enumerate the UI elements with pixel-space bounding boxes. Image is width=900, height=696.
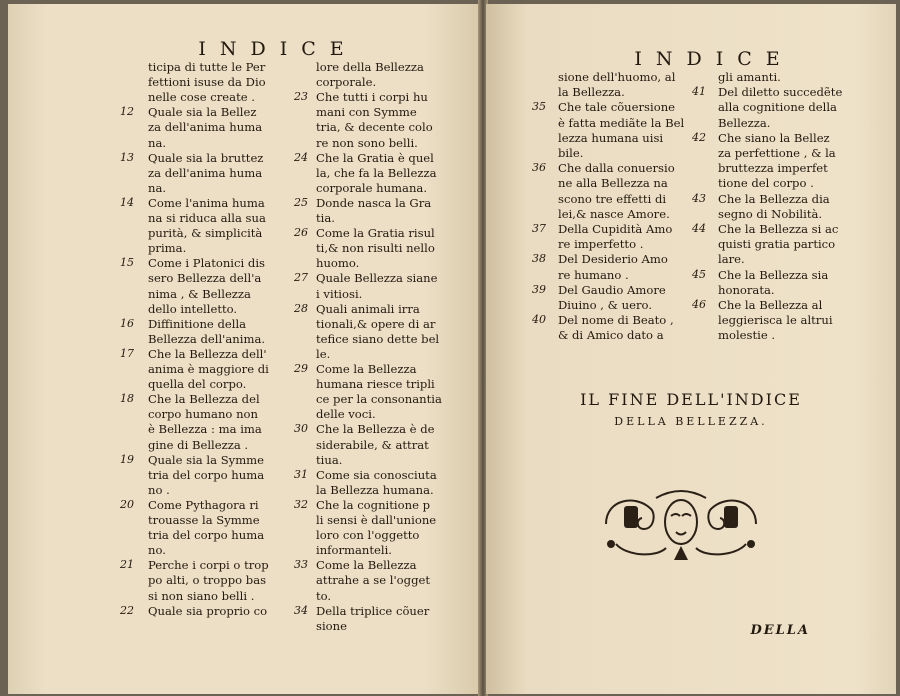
index-entry-line: alla cognitione della <box>718 100 837 115</box>
index-entry-line: siderabile, & attrat <box>316 437 429 452</box>
entry-number: 23 <box>294 90 308 104</box>
index-entry-line: Che la Bellezza si ac <box>718 222 839 236</box>
index-entry-line: po alti, o troppo bas <box>148 573 267 588</box>
index-entry-line: corporale. <box>316 75 377 90</box>
index-entry-line: Come la Gratia risul <box>316 226 435 241</box>
index-entry-line: re non sono belli. <box>316 135 418 150</box>
index-entry-line: Quale sia la Bellez <box>148 105 257 120</box>
index-entry-line: Che siano la Bellez <box>718 130 830 145</box>
index-entry-line: Come la Bellezza <box>316 362 417 376</box>
index-entry-line: Che la Gratia è quel <box>316 150 434 165</box>
index-entry-line: na. <box>148 180 167 195</box>
index-entry-line: za dell'anima huma <box>148 165 263 180</box>
floral-mask-ornament-icon <box>596 484 766 564</box>
index-entry-line: la, che fa la Bellezza <box>316 165 437 180</box>
entry-number: 28 <box>294 301 308 315</box>
entry-number: 39 <box>532 282 546 296</box>
index-entry-line: scono tre effetti di <box>558 191 667 206</box>
index-entry-line: li sensi è dall'unione <box>316 513 437 527</box>
index-entry-line: Del nome di Beato , <box>558 313 674 328</box>
index-entry-line: Che dalla conuersio <box>558 161 675 176</box>
entry-number: 36 <box>532 161 546 175</box>
index-entry-line: nelle cose create . <box>148 90 255 105</box>
index-entry-line: Del Gaudio Amore <box>558 282 666 297</box>
index-entry-line: Quale sia la Symme <box>148 452 265 467</box>
running-head-right: INDICE <box>634 48 794 70</box>
index-entry-line: corporale humana. <box>316 180 428 195</box>
index-entry-line: Che la cognitione p <box>316 497 431 512</box>
entry-number: 32 <box>294 497 308 511</box>
entry-number: 25 <box>294 195 308 209</box>
index-entry-line: lore della Bellezza <box>316 60 424 74</box>
entry-number: 19 <box>120 452 134 466</box>
index-entry-line: Bellezza dell'anima. <box>148 331 266 346</box>
entry-number: 17 <box>120 346 134 360</box>
index-entry-line: Donde nasca la Gra <box>316 195 432 210</box>
index-entry-line: bruttezza imperfet <box>718 161 828 176</box>
index-entry-line: humana riesce tripli <box>316 377 435 392</box>
index-entry-line: quisti gratia partico <box>718 237 836 252</box>
index-entry-line: Diuino , & uero. <box>558 298 653 312</box>
entry-number: 27 <box>294 271 308 285</box>
index-entry-line: za perfettione , & la <box>718 146 836 160</box>
index-entry-line: segno di Nobilità. <box>718 206 823 221</box>
index-entry-line: ticipa di tutte le Per <box>148 60 266 74</box>
index-entry-line: la Bellezza. <box>558 85 625 100</box>
entry-number: 24 <box>294 150 308 164</box>
index-entry-line: Quale Bellezza siane <box>316 271 438 286</box>
index-entry-line: ce per la consonantia <box>316 392 442 407</box>
index-entry-line: i vitiosi. <box>316 286 363 301</box>
running-head-left: INDICE <box>198 38 358 60</box>
index-entry-line: Quali animali irra <box>316 301 420 316</box>
index-entry-line: Della triplice cõuer <box>316 603 430 618</box>
index-entry-line: anima è maggiore di <box>148 362 269 376</box>
index-entry-line: gine di Bellezza . <box>148 437 249 452</box>
entry-number: 18 <box>120 392 134 406</box>
index-entry-line: Che la Bellezza al <box>718 298 823 312</box>
entry-number: 44 <box>692 222 706 235</box>
index-entry-line: sero Bellezza dell'a <box>148 271 262 286</box>
index-entry-line: gli amanti. <box>718 70 781 84</box>
index-entry-line: le. <box>316 346 331 361</box>
index-entry-line: Che la Bellezza sia <box>718 267 829 282</box>
index-entry-line: Bellezza. <box>718 115 771 130</box>
entry-number: 22 <box>120 603 134 617</box>
index-entry-line: Che tale cõuersione <box>558 100 676 115</box>
index-entry-line: tria, & decente colo <box>316 120 433 135</box>
index-entry-line: sione <box>316 618 347 633</box>
index-entry-line: tefice siano dette bel <box>316 331 440 346</box>
index-entry-line: prima. <box>148 241 187 256</box>
index-entry-line: na. <box>148 135 167 150</box>
index-entry-line: Del Desiderio Amo <box>558 252 668 267</box>
index-entry-line: purità, & simplicità <box>148 226 263 241</box>
entry-number: 41 <box>692 85 706 99</box>
index-entry-line: molestie . <box>718 328 776 343</box>
index-entry-line: si non siano belli . <box>148 588 255 603</box>
index-entry-line: tionali,& opere di ar <box>316 316 436 331</box>
index-entry-line: è fatta mediãte la Bel <box>558 115 685 130</box>
entry-number: 38 <box>532 252 546 266</box>
index-entry-line: ne alla Bellezza na <box>558 176 668 191</box>
index-entry-line: quella del corpo. <box>148 377 247 392</box>
index-entry-line: Che la Bellezza è de <box>316 422 435 437</box>
entry-number: 13 <box>120 150 134 164</box>
index-entry-line: dello intelletto. <box>148 301 238 316</box>
index-entry-line: lare. <box>718 252 745 267</box>
index-entry-line: za dell'anima huma <box>148 120 263 135</box>
index-entry-line: Perche i corpi o trop <box>148 558 269 573</box>
entry-number: 33 <box>294 558 308 572</box>
index-entry-line: Come l'anima huma <box>148 195 265 210</box>
index-entry-line: Che la Bellezza dell' <box>148 346 267 361</box>
entry-number: 16 <box>120 316 134 330</box>
index-entry-line: tia. <box>316 211 335 225</box>
index-entry-line: nima , & Bellezza <box>148 286 251 301</box>
entry-number: 26 <box>294 226 308 240</box>
entry-number: 34 <box>294 603 308 617</box>
entry-number: 31 <box>294 467 308 481</box>
index-entry-line: loro con l'oggetto <box>316 528 420 543</box>
index-entry-line: honorata. <box>718 282 775 297</box>
entry-number: 40 <box>532 313 546 327</box>
index-entry-line: informanteli. <box>316 543 392 558</box>
index-entry-line: corpo humano non <box>148 407 258 422</box>
index-entry-line: Che la Bellezza del <box>148 392 260 407</box>
index-entry-line: no. <box>148 543 166 558</box>
index-entry-line: tria del corpo huma <box>148 467 265 482</box>
catchword: DELLA <box>750 623 810 638</box>
index-entry-line: huomo. <box>316 256 360 271</box>
entry-number: 35 <box>532 100 546 114</box>
index-entry-line: Quale sia la bruttez <box>148 150 264 165</box>
index-entry-line: bile. <box>558 146 584 160</box>
index-entry-line: ti,& non risulti nello <box>316 241 435 256</box>
index-entry-line: Come i Platonici dis <box>148 256 265 271</box>
entry-number: 15 <box>120 256 134 270</box>
entry-number: 45 <box>692 267 706 281</box>
entry-number: 37 <box>532 222 546 235</box>
index-entry-line: na si riduca alla sua <box>148 211 266 225</box>
index-entry-line: Come Pythagora ri <box>148 497 259 512</box>
index-entry-line: tiua. <box>316 452 343 467</box>
index-entry-line: Del diletto succedẽte <box>718 85 843 100</box>
index-entry-line: la Bellezza humana. <box>316 482 434 497</box>
entry-number: 20 <box>120 497 134 511</box>
entry-number: 42 <box>692 130 706 144</box>
index-end-title: IL FINE DELL'INDICE <box>580 390 802 409</box>
entry-number: 21 <box>120 558 134 572</box>
index-entry-line: re humano . <box>558 267 629 282</box>
index-entry-line: tria del corpo huma <box>148 528 265 543</box>
entry-number: 46 <box>692 298 706 311</box>
index-entry-line: Che tutti i corpi hu <box>316 90 428 105</box>
entry-number: 30 <box>294 422 308 436</box>
entry-number: 14 <box>120 195 134 209</box>
index-entry-line: trouasse la Symme <box>148 513 260 527</box>
index-entry-line: Diffinitione della <box>148 316 247 331</box>
index-entry-line: delle voci. <box>316 407 376 422</box>
index-entry-line: tione del corpo . <box>718 176 814 191</box>
index-entry-line: fettioni isuse da Dio <box>148 75 266 90</box>
index-entry-line: lezza humana uisi <box>558 130 664 145</box>
index-entry-line: no . <box>148 482 170 497</box>
index-entry-line: sione dell'huomo, al <box>558 70 676 84</box>
entry-number: 12 <box>120 105 134 119</box>
index-end-subtitle: DELLA BELLEZZA. <box>614 415 768 428</box>
entry-number: 43 <box>692 191 706 205</box>
index-entry-line: re imperfetto . <box>558 237 644 252</box>
index-entry-line: attrahe a se l'ogget <box>316 573 431 588</box>
index-entry-line: to. <box>316 588 332 603</box>
index-entry-line: Quale sia proprio co <box>148 603 268 618</box>
index-entry-line: Come sia conosciuta <box>316 467 437 482</box>
index-entry-line: leggierisca le altrui <box>718 313 833 328</box>
right-page <box>486 4 896 694</box>
left-page <box>8 4 482 694</box>
index-entry-line: è Bellezza : ma ima <box>148 422 262 437</box>
index-entry-line: Come la Bellezza <box>316 558 417 573</box>
index-entry-line: Che la Bellezza dia <box>718 191 830 206</box>
index-entry-line: & di Amico dato a <box>558 328 664 343</box>
index-entry-line: mani con Symme <box>316 105 417 120</box>
index-entry-line: lei,& nasce Amore. <box>558 206 670 221</box>
entry-number: 29 <box>294 362 308 375</box>
index-entry-line: Della Cupidità Amo <box>558 222 673 236</box>
